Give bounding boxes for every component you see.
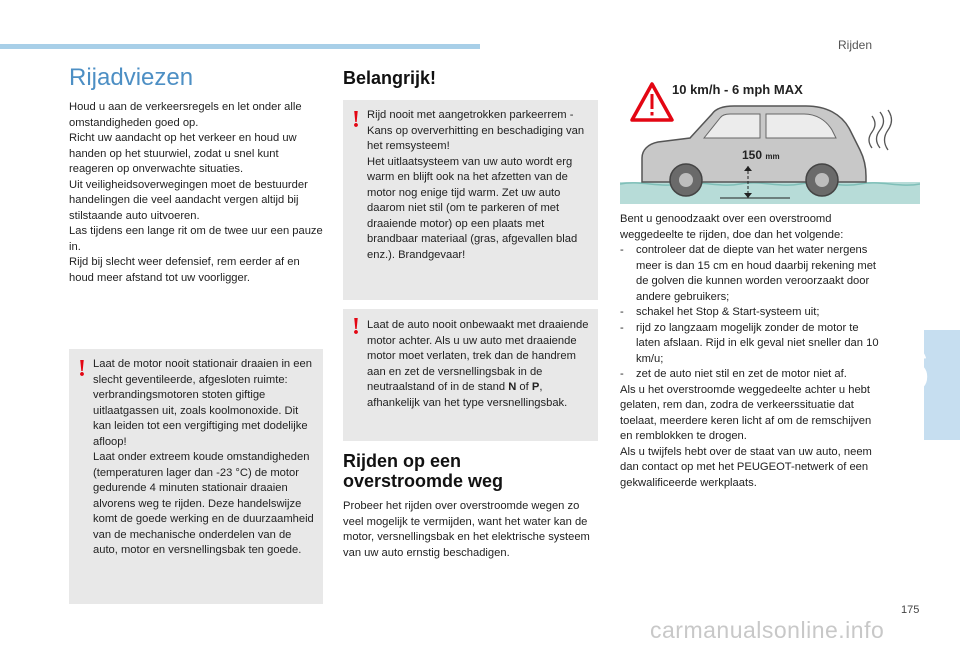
flooded-road-instructions: [620, 212, 880, 491]
warning-exclamation-icon: !: [352, 314, 360, 340]
warning-exclamation-icon: !: [352, 107, 360, 133]
section-title-important: Belangrijk!: [343, 68, 437, 88]
paragraph: Houd u aan de verkeersregels en let onder alle omstandigheden goed op.: [69, 101, 302, 129]
page-number: 175: [901, 604, 920, 616]
warning-paragraph: Laat de auto nooit onbewaakt met draaiende motor achter. Als u uw auto met draaiende motor moet verlaten, trek dan de handrem aan en zet de versnellingsbak in de neutraalstand of in de stand N of P, afhankelijk van het type versnellingsbak.: [367, 319, 589, 409]
paragraph: Rijd bij slecht weer defensief, rem eerder af en houd meer afstand tot uw voorligger.: [69, 256, 300, 284]
warning-text: [93, 357, 315, 559]
max-depth-label: 150 mm: [742, 148, 780, 162]
list-item: - rijd zo langzaam mogelijk zonder de motor te laten afslaan. Rijd in elk geval niet sneller dan 10 km/u;: [620, 321, 879, 365]
car-in-water-icon: [620, 80, 920, 206]
paragraph: Als u het overstroomde weggedeelte achter u hebt gelaten, rem dan, zodra de verkeerssituatie dat toelaat, meerdere keren licht af om de remschijven en remblokken te drogen.: [620, 383, 872, 442]
warning-box-unattended-car: [343, 309, 598, 441]
warning-paragraph: Laat de motor nooit stationair draaien in een slecht geventileerde, afgesloten ruimte: verbrandingsmotoren stoten giftige uitlaatgassen uit, zoals koolmonoxide. Dit kan leiden tot een vergiftiging met dodelijke afloop!: [93, 358, 312, 448]
list-item: - zet de auto niet stil en zet de motor niet af.: [620, 368, 847, 380]
driving-advice-text: [69, 100, 323, 286]
list-item: - controleer dat de diepte van het water nergens meer is dan 15 cm en houd daarbij rekening met de golven die kunnen worden veroorzaakt door andere gebruikers;: [620, 244, 877, 303]
list-item: - schakel het Stop & Start-systeem uit;: [620, 306, 820, 318]
warning-text: [367, 318, 590, 411]
warning-box-idle-engine: [69, 349, 323, 604]
paragraph: Uit veiligheidsoverwegingen moet de bestuurder handelingen die veel aandacht vergen altijd bij stilstaande auto uitvoeren.: [69, 178, 308, 222]
section-title-flooded-road: Rijden op een overstroomde weg: [343, 451, 504, 491]
warning-exclamation-icon: !: [78, 356, 86, 382]
warning-box-parking-brake: [343, 100, 598, 300]
instructions-list: [620, 243, 880, 383]
instructions-intro: Bent u genoodzaakt over een overstroomd weggedeelte te rijden, doe dan het volgende:: [620, 213, 844, 241]
warning-paragraph: Laat onder extreem koude omstandigheden (temperaturen lager dan -23 °C) de motor gedurende 4 minuten stationair draaien alvorens weg te rijden. Deze handelswijze komt de goede werking en de duurzaamheid van de mechanische onderdelen van de auto, motor en versnellingsbak ten goede.: [93, 451, 314, 556]
warning-triangle-icon: [632, 84, 672, 120]
chapter-tab: [924, 330, 960, 440]
warning-text: [367, 108, 590, 263]
chapter-number: 6: [897, 338, 930, 403]
paragraph: Richt uw aandacht op het verkeer en houd uw handen op het stuurwiel, zodat u snel kunt reageren op onverwachte situaties.: [69, 132, 297, 175]
flooded-road-text: Probeer het rijden over overstroomde wegen zo veel mogelijk te vermijden, want het water kan de motor, versnellingsbak en het elektrische systeem van uw auto ernstig beschadigen.: [343, 500, 590, 559]
paragraph: Las tijdens een lange rit om de twee uur een pauze in.: [69, 225, 323, 253]
warning-paragraph: Rijd nooit met aangetrokken parkeerrem - Kans op oververhitting en beschadiging van het remsysteem!: [367, 109, 585, 152]
paragraph: Als u twijfels hebt over de staat van uw auto, neem dan contact op met het PEUGEOT-netwerk of een gekwalificeerde werkplaats.: [620, 445, 872, 489]
warning-paragraph: Het uitlaatsysteem van uw auto wordt erg warm en blijft ook na het afzetten van de motor nog enige tijd warm. Zet uw auto daarom niet stil (om te parkeren of met draaiende motor) op een plaats met brandbaar materiaal (gras, afgevallen blad enz.). Brandgevaar!: [367, 155, 578, 261]
flooded-road-illustration: [620, 80, 920, 206]
header-accent-bar: [0, 44, 480, 49]
section-title-driving-advice: Rijadviezen: [69, 64, 194, 91]
watermark: carmanualsonline.info: [650, 617, 885, 643]
max-speed-label: 10 km/h - 6 mph MAX: [672, 82, 803, 97]
section-name: Rijden: [838, 38, 873, 52]
